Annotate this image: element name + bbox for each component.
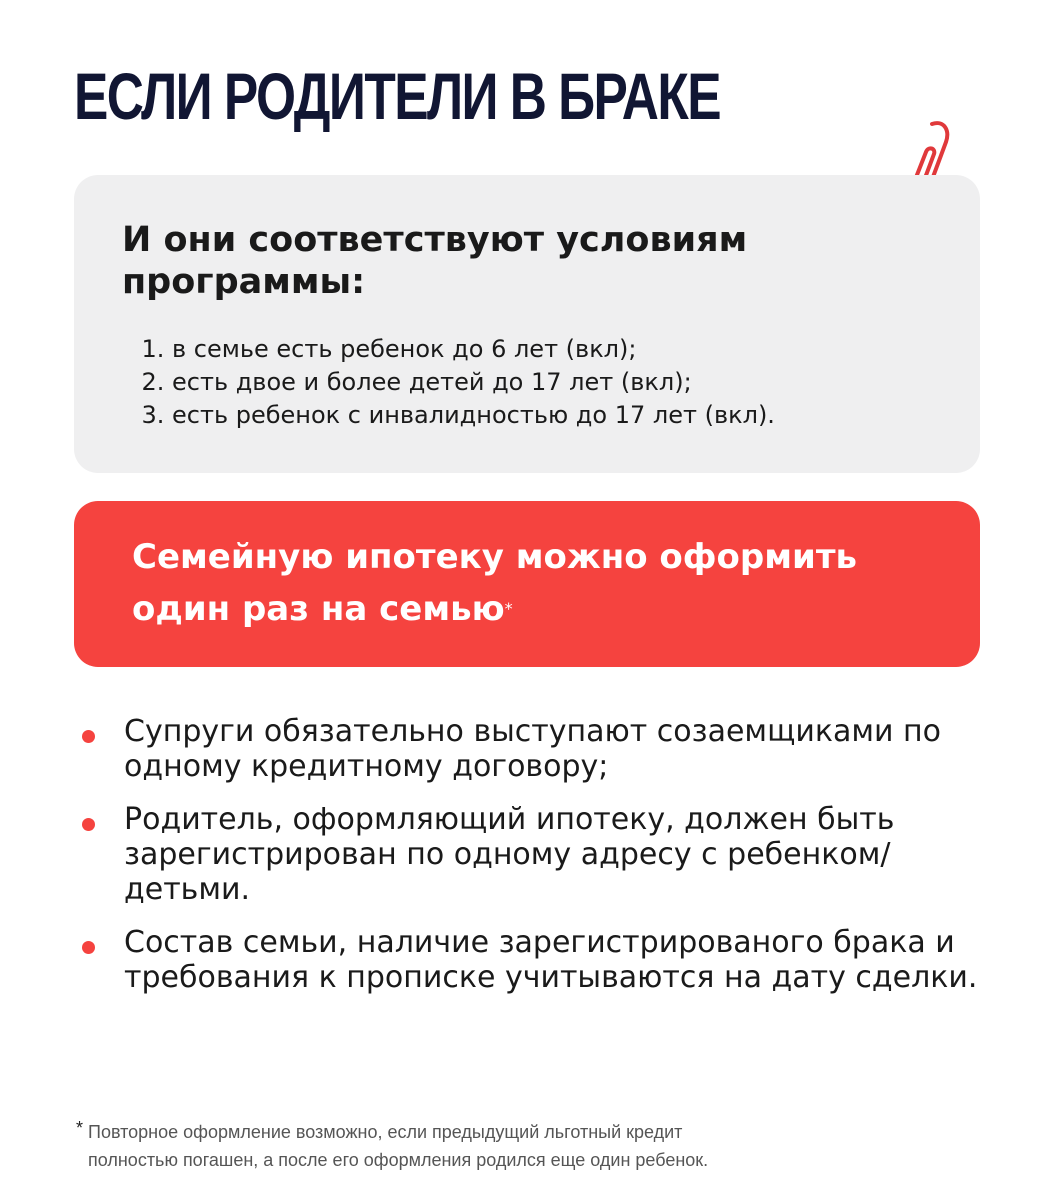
highlight-text: Семейную ипотеку можно оформить один раз на семью [132,537,858,629]
condition-item: 2. есть двое и более детей до 17 лет (вкл); [172,366,775,399]
bullet-item: Родитель, оформляющий ипотеку, должен быть зарегистрирован по одному адресу с ребенком/детьми. [80,802,1000,907]
conditions-card [74,175,980,473]
footnote: * Повторное оформление возможно, если предыдущий льготный кредит полностью погашен, а после его оформления родился еще один ребенок. [76,1118,709,1170]
condition-item: 1. в семье есть ребенок до 6 лет (вкл); [172,333,775,366]
page-title: ЕСЛИ РОДИТЕЛИ В БРАКЕ [74,59,721,133]
bullet-dot-icon [82,941,95,954]
highlight-banner [74,501,980,667]
condition-item: 3. есть ребенок с инвалидностью до 17 лет (вкл). [172,399,775,432]
conditions-list [132,333,775,432]
bullet-item: Супруги обязательно выступают созаемщиками по одному кредитному договору; [80,714,1000,784]
bullet-list [80,714,1000,1013]
bullet-item: Состав семьи, наличие зарегистрированого брака и требования к прописке учитываются на дату сделки. [80,925,1000,995]
footnote-mark: * [504,599,513,618]
bullet-dot-icon [82,730,95,743]
bullet-dot-icon [82,818,95,831]
conditions-heading: И они соответствуют условиям программы: [122,220,748,302]
